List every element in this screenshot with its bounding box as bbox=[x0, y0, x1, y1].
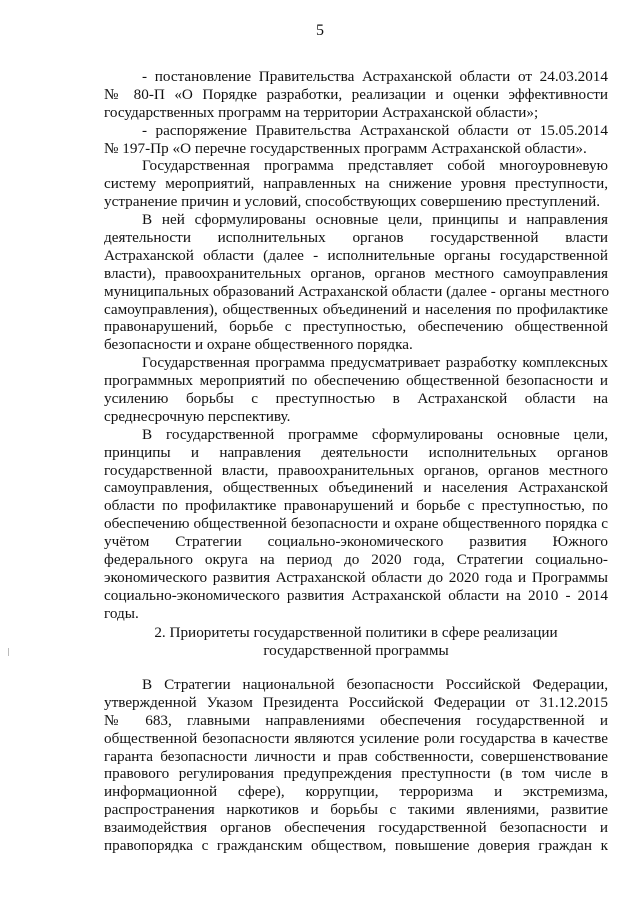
text-line: Астраханской области (далее - исполнительные органы государственной bbox=[104, 246, 608, 264]
text-line: взаимодействия органов обеспечения государственной безопасности и bbox=[104, 819, 608, 837]
text-line: общественной безопасности являются усиление роли государства в качестве bbox=[104, 729, 608, 747]
text-line: государственной власти, правоохранительных органов, органов местного bbox=[104, 461, 608, 479]
text-line: самоуправления, общественных объединений и населения Астраханской bbox=[104, 479, 608, 497]
text-line: В Стратегии национальной безопасности Российской Федерации, bbox=[142, 676, 608, 693]
text-line: гаранта безопасности личности и прав собственности, совершенствование bbox=[104, 747, 608, 765]
text-line: Государственная программа предусматривает разработку комплексных bbox=[142, 354, 608, 372]
section-heading-line: государственной программы bbox=[263, 642, 449, 659]
text-line: государственных программ на территории Астраханской области»; bbox=[104, 103, 539, 121]
text-line: Государственная программа представляет собой многоуровневую bbox=[142, 157, 608, 175]
section-heading-line: 2. Приоритеты государственной политики в сфере реализации bbox=[154, 624, 558, 641]
text-line: самоуправления), общественных объединений и населения по профилактике bbox=[104, 300, 608, 318]
text-line: В ней сформулированы основные цели, принципы и направления bbox=[142, 211, 608, 229]
text-line: усилению борьбы с преступностью в Астраханской области на bbox=[104, 390, 608, 408]
text-line: № 683, главными направлениями обеспечения государственной и bbox=[104, 711, 608, 729]
text-line: устранение причин и условий, способствующих совершению преступлений. bbox=[104, 193, 601, 211]
text-line: принципы и направления деятельности исполнительных органов bbox=[104, 443, 608, 461]
text-line: обеспечению общественной безопасности и охране общественного порядка с bbox=[104, 515, 608, 533]
section-heading bbox=[104, 624, 608, 660]
margin-mark bbox=[8, 648, 9, 656]
text-line: безопасности и охране общественного порядка. bbox=[104, 336, 413, 354]
text-line: среднесрочную перспективу. bbox=[104, 407, 291, 425]
text-line: информационной сфере), коррупции, терроризма и экстремизма, bbox=[104, 783, 608, 801]
text-line: № 80-П «О Порядке разработки, реализации и оценки эффективности bbox=[104, 85, 608, 103]
section1-text bbox=[104, 68, 608, 623]
text-line: федерального округа на период до 2020 года, Стратегии социально- bbox=[104, 551, 608, 569]
text-line: муниципальных образований Астраханской области (далее - органы местного bbox=[104, 282, 610, 300]
text-line: власти), правоохранительных органов, органов местного самоуправления bbox=[104, 264, 608, 282]
text-line: - постановление Правительства Астраханской области от 24.03.2014 bbox=[142, 68, 608, 85]
text-line: В государственной программе сформулированы основные цели, bbox=[142, 425, 608, 443]
text-line: утвержденной Указом Президента Российской Федерации от 31.12.2015 bbox=[104, 693, 608, 711]
text-line: правопорядка с гражданским обществом, повышение доверия граждан к bbox=[104, 837, 608, 855]
page-number: 5 bbox=[316, 22, 324, 39]
text-line: области по профилактике правонарушений и борьбе с преступностью, по bbox=[104, 497, 608, 515]
text-line: социально-экономического развития Астраханской области на 2010 - 2014 bbox=[104, 586, 608, 604]
text-line: правового регулирования предупреждения преступности (в том числе в bbox=[104, 765, 608, 783]
section2-text bbox=[104, 676, 608, 855]
text-line: - распоряжение Правительства Астраханской области от 15.05.2014 bbox=[142, 121, 608, 139]
text-line: систему мероприятий, направленных на снижение уровня преступности, bbox=[104, 175, 608, 193]
text-line: распространения наркотиков и борьбы с такими явлениями, развитие bbox=[104, 801, 608, 819]
text-line: деятельности исполнительных органов государственной власти bbox=[104, 229, 608, 247]
text-line: № 197-Пр «О перечне государственных программ Астраханской области». bbox=[104, 139, 587, 157]
text-line: годы. bbox=[104, 604, 139, 622]
text-line: экономического развития Астраханской области до 2020 года и Программы bbox=[104, 568, 608, 586]
text-line: правонарушений, борьбе с преступностью, обеспечению общественной bbox=[104, 318, 608, 336]
text-line: программных мероприятий по обеспечению общественной безопасности и bbox=[104, 372, 608, 390]
text-line: учётом Стратегии социально-экономического развития Южного bbox=[104, 533, 608, 551]
